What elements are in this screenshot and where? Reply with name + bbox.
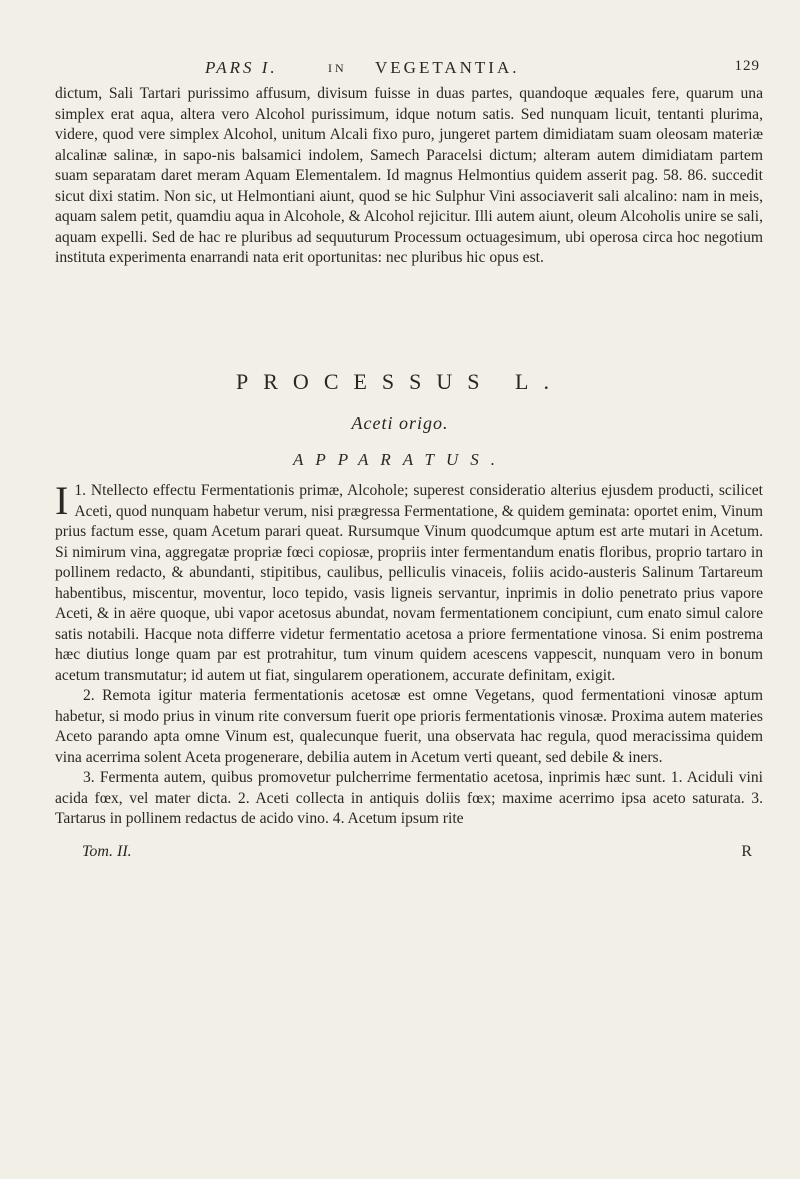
volume-signature: Tom. II.: [82, 843, 132, 860]
drop-cap: I: [55, 478, 69, 523]
running-head: [55, 58, 760, 82]
running-head-in: IN: [328, 61, 347, 75]
section-1-number: 1.: [74, 482, 87, 499]
signature-line: [82, 843, 752, 865]
section-1-text: Ntellecto effectu Fermentationis primæ, Alcohole; superest consideratio alterius ejusdem producti, scilicet Aceti, quod nunquam habetur verum, nisi prægressa Fermentatione, & quidem geminata: oportet enim, Vinum prius factum esse, quam Acetum parari queat. Rursumque Vinum quodcumque aptum est arte mutari in Acetum. Si nimirum vina, aggregatæ propriæ fœci copiosæ, propriis inter fermentandum enatis floribus, proprio tartaro in pollinem redacto, & abundanti, stipitibus, caulibus, pelliculis vinaceis, foliis acido-austeris Salinum Tartareum habentibus, miscentur, moventur, loco tepido, vasis ligneis servantur, inprimis in dolio penetrato prius vapore Aceti, & in aëre quoque, ubi vapor acetosus abundat, novam fermentationem concipiunt, cum enato simul calore satis notabili. Hacque nota differre videtur fermentatio acetosa a priore fermentatione vinosa. Si enim postrema hæc diutius longe quam par est protrahitur, tum vinum quidem acescens vappescit, nunquam vero in bonum acetum transmutatur; id autem ut fiat, singularem operationem, accurate definitam, exigit.: [55, 482, 763, 684]
section-3: 3. Fermenta autem, quibus promovetur pulcherrime fermentatio acetosa, inprimis hæc sunt. 1. Aciduli vini acida fœx, vel mater dicta. 2. Aceti collecta in antiquis doliis fœx; maxime acerrimo ipsa aceto saturata. 3. Tartarus in pollinem redactus de acido vino. 4. Acetum ipsum rite: [55, 769, 763, 827]
running-head-subject: VEGETANTIA.: [375, 58, 520, 77]
section-subtitle: Aceti origo.: [351, 413, 449, 433]
paragraph-1-text: dictum, Sali Tartari purissimo affusum, divisum fuisse in duas partes, quandoque æquales fere, quarum una simplex erat aqua, altera vero Alcohol purissimum, idque notum satis. Sed nunquam licuit, tentanti plurima, videre, quod vere simplex Alcohol, unitum Alcali fixo puro, jungeret partem dimidiatam suam oleosam materiæ alcalinæ salinæ, in sapo-nis balsamici indolem, Samech Paracelsi dictum; alteram autem dimidiatam partem suam separatam daret meram Aquam Elementalem. Id magnus Helmontius quidem asserit pag. 58. 86. succedit sicut dixi statim. Non sic, ut Helmontiani aiunt, quod se hic Sulphur Vini associaverit sali alcalino: nam in meis, aquam salem petit, quamdiu aqua in Alcohole, & Alcohol rejicitur. Illi autem aiunt, oleum Alcoholis unire se sali, aquam expelli. Sed de hac re pluribus ad sequuturum Processum octuagesimum, ubi operosa circa hoc negotium instituta experimenta enarrandi nata erit oportunitas: nec pluribus hic opus est.: [55, 85, 763, 266]
apparatus-body: [55, 478, 763, 830]
paragraph-continued: [55, 84, 763, 269]
apparatus-heading: APPARATUS.: [293, 450, 507, 469]
page-number: 129: [734, 58, 760, 74]
section-2: 2. Remota igitur materia fermentationis acetosæ est omne Vegetans, quod fermentationi vinosæ aptum habetur, si modo prius in vinum rite conversum fuerit ope prioris fermentationis vinosæ. Proxima autem materies Aceto parando apta omne Vinum est, qualecunque fuerit, una observata hac regula, quod meracissima quidem vina acerrima solent Aceta progenerare, debilia autem in Acetum verti queant, sed debile & iners.: [55, 687, 763, 766]
gathering-mark: R: [741, 843, 752, 860]
processus-heading: PROCESSUS L.: [236, 369, 564, 394]
section-1: [55, 478, 763, 686]
running-head-title: PARS I.: [205, 58, 278, 77]
